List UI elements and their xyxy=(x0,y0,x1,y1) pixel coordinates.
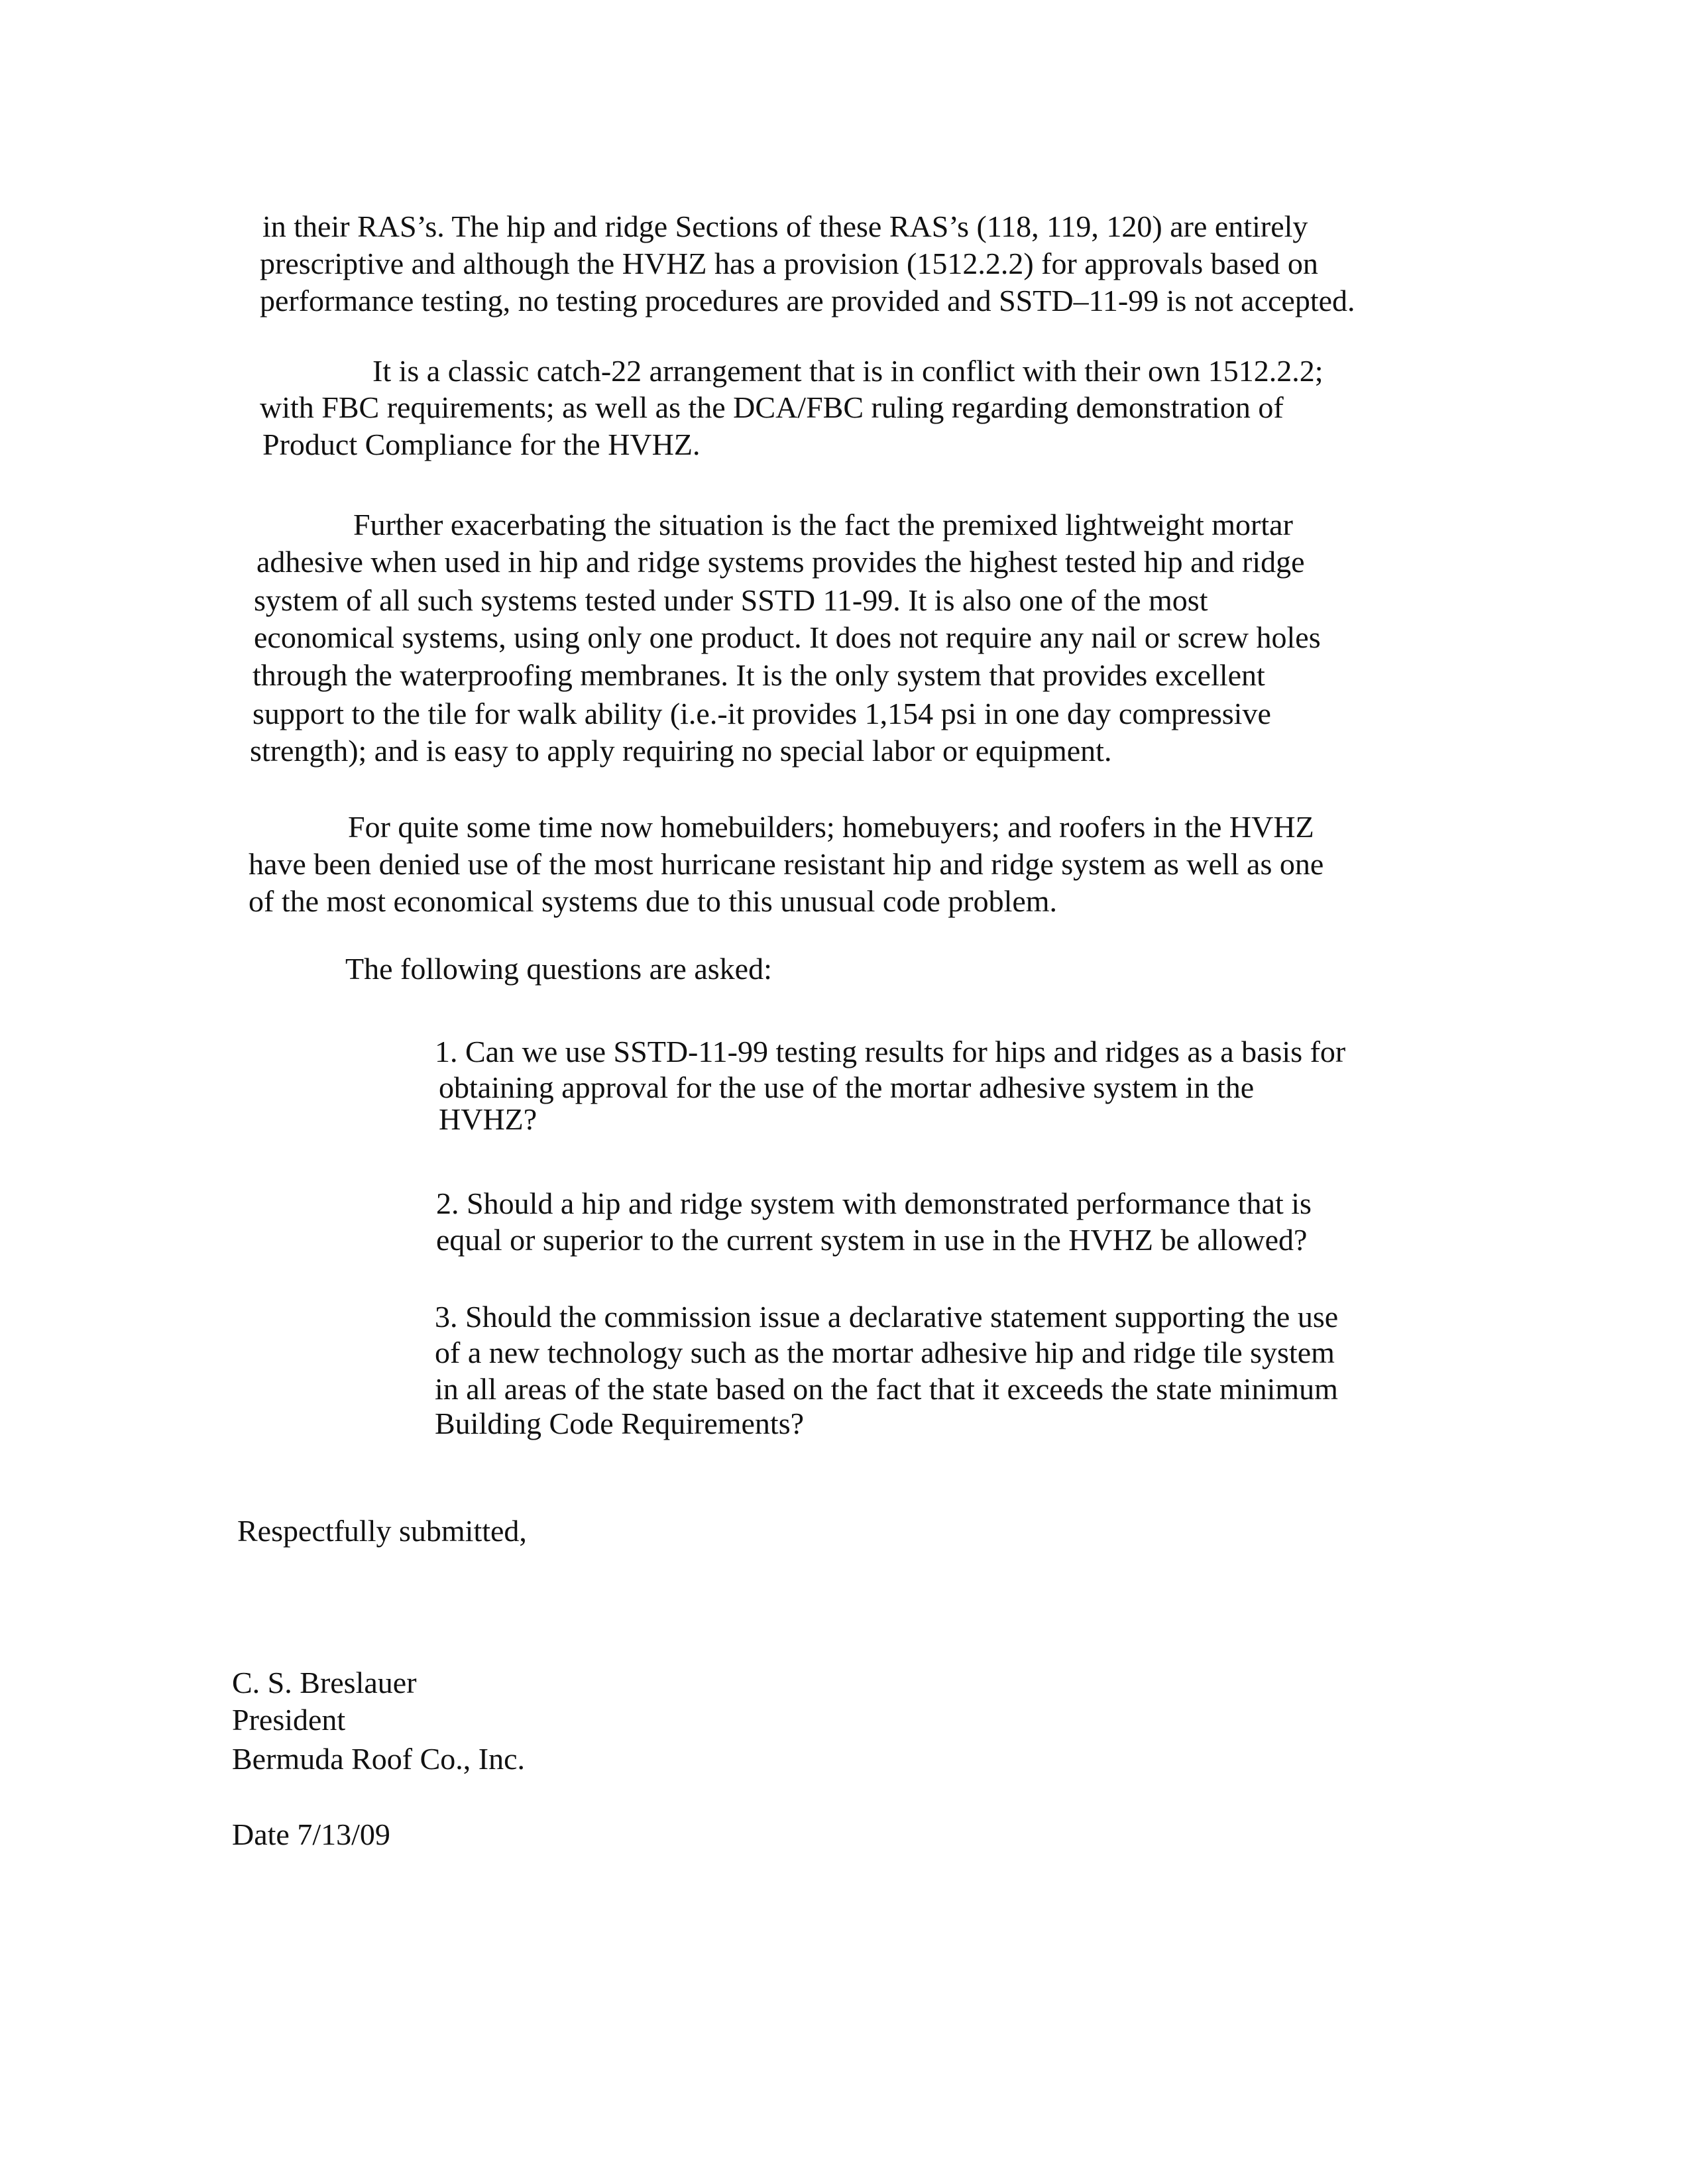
text-line: Further exacerbating the situation is the fact the premixed lightweight mortar xyxy=(353,508,1293,542)
text-line: For quite some time now homebuilders; homebuyers; and roofers in the HVHZ xyxy=(348,810,1314,844)
text-line: performance testing, no testing procedures are provided and SSTD–11-99 is not accepted. xyxy=(260,284,1355,317)
text-line: HVHZ? xyxy=(439,1102,537,1136)
letter-date: Date 7/13/09 xyxy=(232,1817,390,1851)
text-line: have been denied use of the most hurricane resistant hip and ridge system as well as one xyxy=(249,847,1324,881)
text-line: in all areas of the state based on the fact that it exceeds the state minimum xyxy=(435,1372,1338,1406)
text-line: Building Code Requirements? xyxy=(435,1407,805,1440)
text-line: equal or superior to the current system in use in the HVHZ be allowed? xyxy=(436,1223,1308,1257)
text-line: of the most economical systems due to this unusual code problem. xyxy=(249,884,1058,918)
text-line: of a new technology such as the mortar adhesive hip and ridge tile system xyxy=(435,1336,1335,1369)
text-line: with FBC requirements; as well as the DCA/FBC ruling regarding demonstration of xyxy=(260,390,1284,424)
text-line: through the waterproofing membranes. It is the only system that provides excellent xyxy=(253,658,1265,692)
text-line: system of all such systems tested under SSTD 11-99. It is also one of the most xyxy=(254,583,1208,617)
text-line: in their RAS’s. The hip and ridge Sections of these RAS’s (118, 119, 120) are entirely xyxy=(262,209,1308,243)
closing: Respectfully submitted, xyxy=(237,1514,527,1548)
text-line: support to the tile for walk ability (i.e.-it provides 1,154 psi in one day compressive xyxy=(253,697,1271,730)
text-line: strength); and is easy to apply requiring no special labor or equipment. xyxy=(250,734,1112,768)
text-line: 3. Should the commission issue a declarative statement supporting the use xyxy=(435,1300,1339,1334)
signer-company: Bermuda Roof Co., Inc. xyxy=(232,1742,526,1776)
signer-title: President xyxy=(232,1703,346,1737)
text-line: adhesive when used in hip and ridge systems provides the highest tested hip and ridge xyxy=(256,545,1305,579)
text-line: It is a classic catch-22 arrangement that is in conflict with their own 1512.2.2; xyxy=(372,354,1324,388)
text-line: economical systems, using only one product. It does not require any nail or screw holes xyxy=(254,620,1321,654)
text-line: prescriptive and although the HVHZ has a provision (1512.2.2) for approvals based on xyxy=(260,247,1318,280)
signer-name: C. S. Breslauer xyxy=(232,1666,417,1699)
text-line: 2. Should a hip and ridge system with demonstrated performance that is xyxy=(436,1186,1312,1220)
text-line: 1. Can we use SSTD-11-99 testing results for hips and ridges as a basis for xyxy=(435,1035,1346,1068)
text-line: Product Compliance for the HVHZ. xyxy=(262,428,701,461)
questions-intro: The following questions are asked: xyxy=(345,952,772,986)
text-line: obtaining approval for the use of the mortar adhesive system in the xyxy=(439,1070,1255,1104)
